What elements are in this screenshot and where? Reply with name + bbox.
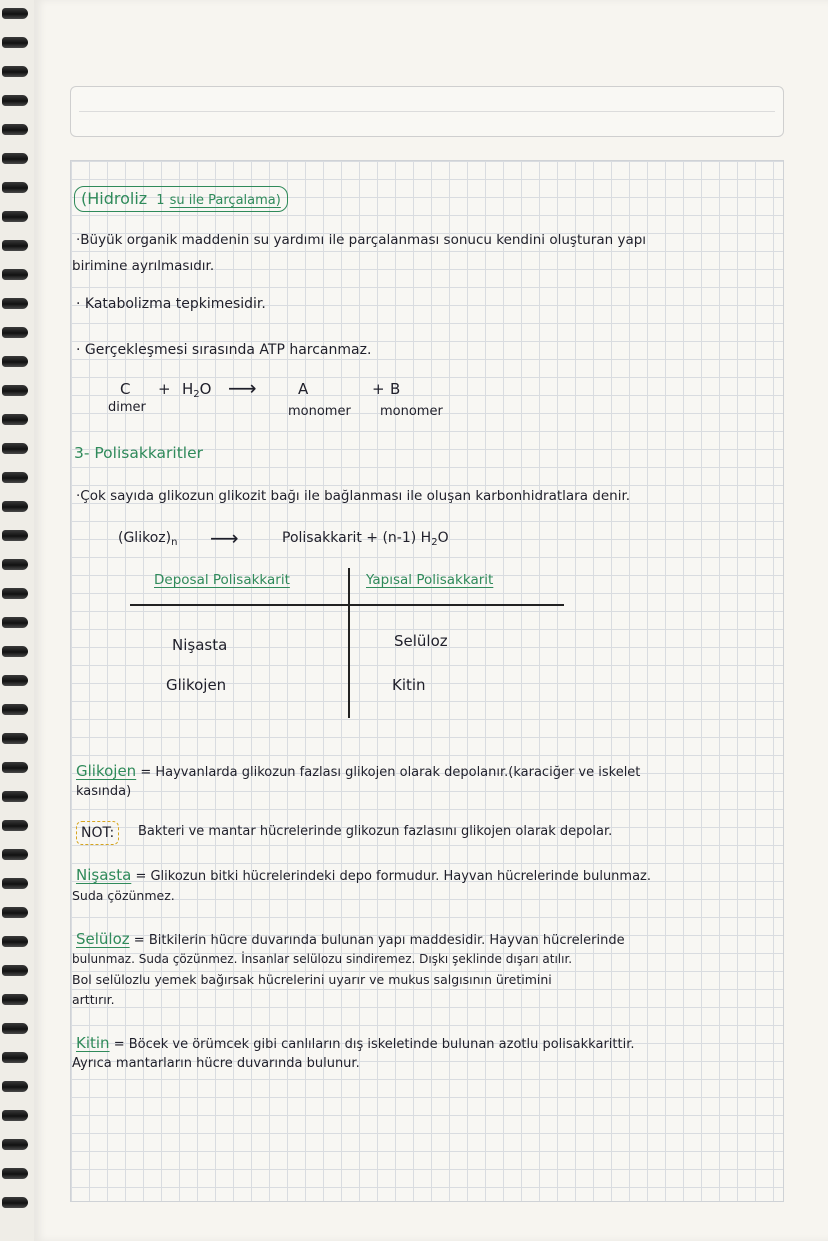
header-rule (79, 111, 775, 112)
binding-ring (2, 501, 28, 512)
binding-ring (2, 269, 28, 280)
hidroliz-bullet-2: · Katabolizma tepkimesidir. (76, 296, 266, 312)
kitin-term: Kitin (76, 1034, 110, 1052)
eq-c: C (120, 380, 131, 398)
eq-h2o-sub: 2 (193, 389, 200, 400)
glikojen-line-1 (76, 762, 640, 780)
binding-ring (2, 1052, 28, 1063)
binding-ring (2, 820, 28, 831)
nisasta-line-2: Suda çözünmez. (72, 888, 175, 903)
poly-eq-sub: 2 (431, 537, 438, 548)
title-sep: 1 (156, 193, 165, 208)
eq-h: H (182, 380, 194, 398)
glikojen-def: = Hayvanlarda glikozun fazlası glikojen olarak depolanır.(karaciğer ve iskelet (140, 765, 641, 780)
eq-plus-1: + (158, 380, 171, 398)
binding-ring (2, 211, 28, 222)
table-left-item-1: Nişasta (172, 636, 228, 654)
eq-h2o (182, 380, 211, 400)
binding-ring (2, 907, 28, 918)
glikojen-line-2: kasında) (76, 784, 132, 799)
table-left-item-2: Glikojen (166, 676, 227, 694)
label-dimer: dimer (108, 400, 146, 415)
binding-ring (2, 733, 28, 744)
binding-ring (2, 37, 28, 48)
binding-ring (2, 8, 28, 19)
binding-ring (2, 878, 28, 889)
table-vertical-line (348, 568, 350, 718)
table-right-item-1: Selüloz (394, 632, 448, 650)
binding-ring (2, 66, 28, 77)
kitin-line-2: Ayrıca mantarların hücre duvarında bulunur. (72, 1056, 360, 1071)
nisasta-def: = Glikozun bitki hücrelerindeki depo formudur. Hayvan hücrelerinde bulunmaz. (135, 869, 652, 884)
binding-ring (2, 965, 28, 976)
seluloz-def: = Bitkilerin hücre duvarında bulunan yapı maddesidir. Hayvan hücrelerinde (133, 933, 625, 948)
binding-ring (2, 1023, 28, 1034)
polisakkarit-bullet-1: ·Çok sayıda glikozun glikozit bağı ile bağlanması ile oluşan karbonhidratlara denir. (76, 488, 631, 504)
binding-ring (2, 936, 28, 947)
hidroliz-bullet-1-line-1: ·Büyük organik maddenin su yardımı ile parçalanması sonucu kendini oluşturan yapı (76, 232, 647, 248)
binding-ring (2, 704, 28, 715)
poly-eq-products: Polisakkarit + (n-1) H (282, 530, 432, 546)
note-label: NOT: (81, 825, 115, 841)
seluloz-line-4: arttırır. (72, 992, 115, 1007)
binding-ring (2, 472, 28, 483)
binding-ring (2, 356, 28, 367)
table-right-item-2: Kitin (392, 676, 426, 694)
binding-ring (2, 617, 28, 628)
header-box (70, 86, 784, 137)
seluloz-line-2: bulunmaz. Suda çözünmez. İnsanlar selülozu sindiremez. Dışkı şeklinde dışarı atılır. (72, 952, 573, 966)
binding-ring (2, 153, 28, 164)
binding-ring (2, 588, 28, 599)
nisasta-term: Nişasta (76, 866, 132, 884)
seluloz-line-3: Bol selülozlu yemek bağırsak hücrelerini uyarır ve mukus salgısının üretimini (72, 972, 552, 987)
binding-ring (2, 762, 28, 773)
label-monomer-2: monomer (380, 404, 443, 419)
title-main: (Hidroliz (81, 189, 148, 208)
nisasta-line-1 (76, 866, 651, 884)
binding-ring (2, 1139, 28, 1150)
poly-eq-arrow: ⟶ (210, 526, 239, 550)
binding-ring (2, 414, 28, 425)
poly-eq-left (118, 530, 177, 548)
binding-ring (2, 385, 28, 396)
binding-ring (2, 182, 28, 193)
note-text: Bakteri ve mantar hücrelerinde glikozun fazlasını glikojen olarak depolar. (138, 824, 613, 839)
section-title-hidroliz (74, 186, 288, 212)
binding-ring (2, 124, 28, 135)
binding-ring (2, 298, 28, 309)
eq-b: B (390, 380, 401, 398)
glikojen-term: Glikojen (76, 762, 137, 780)
binding-ring (2, 327, 28, 338)
title-rest: su ile Parçalama) (169, 193, 281, 208)
binding-ring (2, 240, 28, 251)
poly-eq-o: O (437, 530, 449, 546)
binding-ring (2, 1081, 28, 1092)
spiral-binding (0, 0, 34, 1241)
eq-plus-2: + (372, 380, 385, 398)
eq-a: A (298, 380, 309, 398)
binding-ring (2, 1110, 28, 1121)
binding-ring (2, 791, 28, 802)
binding-ring (2, 1168, 28, 1179)
binding-ring (2, 95, 28, 106)
eq-arrow: ⟶ (228, 376, 257, 400)
hidroliz-bullet-1-line-2: birimine ayrılmasıdır. (72, 258, 215, 274)
poly-eq-glikoz: (Glikoz) (118, 530, 172, 546)
eq-o: O (199, 380, 212, 398)
binding-ring (2, 443, 28, 454)
binding-ring (2, 646, 28, 657)
seluloz-line-1 (76, 930, 625, 948)
kitin-line-1 (76, 1034, 635, 1052)
label-monomer-1: monomer (288, 404, 351, 419)
poly-eq-n: n (171, 537, 178, 548)
binding-ring (2, 675, 28, 686)
table-head-depo: Deposal Polisakkarit (154, 572, 290, 588)
seluloz-term: Selüloz (76, 930, 130, 948)
binding-ring (2, 530, 28, 541)
section-title-polisakkaritler: 3- Polisakkaritler (74, 444, 203, 462)
binding-ring (2, 849, 28, 860)
table-head-yapisal: Yapısal Polisakkarit (366, 572, 494, 588)
poly-eq-right (282, 530, 449, 548)
binding-ring (2, 1197, 28, 1208)
binding-ring (2, 559, 28, 570)
kitin-def: = Böcek ve örümcek gibi canlıların dış iskeletinde bulunan azotlu polisakkarittir. (113, 1037, 635, 1052)
hidroliz-bullet-3: · Gerçekleşmesi sırasında ATP harcanmaz. (76, 342, 372, 358)
table-horizontal-line (130, 604, 564, 606)
note-label-box (76, 821, 119, 845)
binding-ring (2, 994, 28, 1005)
